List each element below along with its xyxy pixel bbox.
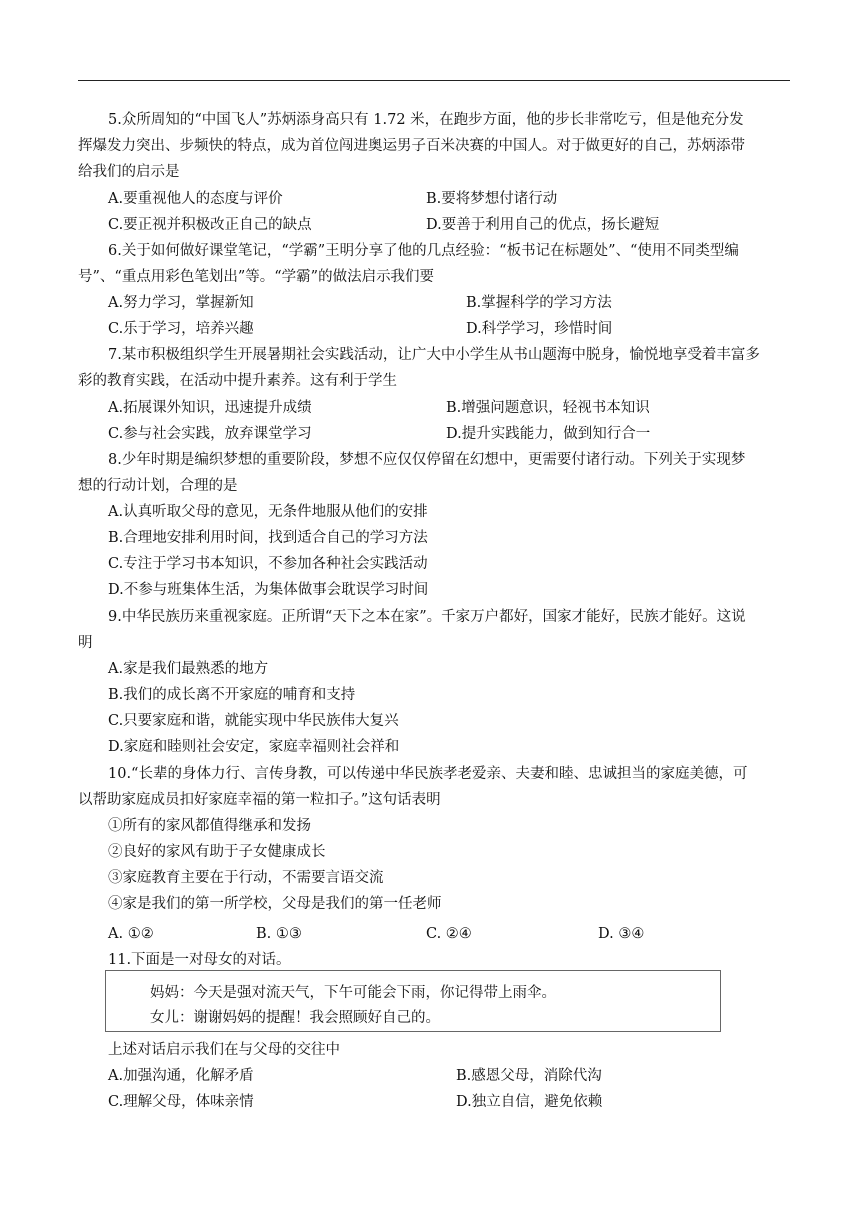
q6-stem-line-1: 6.关于如何做好课堂笔记，“学霸”王明分享了他的几点经验：“板书记在标题处”、“使用不同类型编: [108, 243, 739, 259]
q11-dialog-daughter: 女儿：谢谢妈妈的提醒！我会照顾好自己的。: [150, 1010, 440, 1026]
q8-option-b[interactable]: B.合理地安排利用时间，找到适合自己的学习方法: [108, 530, 428, 546]
q6-option-a[interactable]: A.努力学习，掌握新知: [108, 295, 254, 311]
q11-question: 上述对话启示我们在与父母的交往中: [108, 1042, 340, 1058]
q6-option-b[interactable]: B.掌握科学的学习方法: [466, 295, 612, 311]
q9-stem-line-1: 9.中华民族历来重视家庭。正所谓“天下之本在家”。千家万户都好，国家才能好，民族才能好。这说: [108, 609, 746, 625]
q10-statement-4: ④家是我们的第一所学校，父母是我们的第一任老师: [108, 896, 442, 912]
q7-option-b[interactable]: B.增强问题意识，轻视书本知识: [446, 400, 650, 416]
q9-option-c[interactable]: C.只要家庭和谐，就能实现中华民族伟大复兴: [108, 713, 399, 729]
q10-statement-2: ②良好的家风有助于子女健康成长: [108, 844, 326, 860]
q10-statement-1: ①所有的家风都值得继承和发扬: [108, 818, 311, 834]
q9-option-d[interactable]: D.家庭和睦则社会安定，家庭幸福则社会祥和: [108, 739, 400, 755]
q11-option-b[interactable]: B.感恩父母，消除代沟: [456, 1068, 602, 1084]
q7-stem-line-1: 7.某市积极组织学生开展暑期社会实践活动，让广大中小学生从书山题海中脱身，愉悦地享受着丰富多: [108, 347, 760, 363]
q10-option-c[interactable]: C. ②④: [426, 926, 472, 942]
q10-stem-line-1: 10.“长辈的身体力行、言传身教，可以传递中华民族孝老爱亲、夫妻和睦、忠诚担当的家庭美德，可: [108, 766, 748, 782]
q11-option-d[interactable]: D.独立自信，避免依赖: [456, 1094, 603, 1110]
q5-option-a[interactable]: A.要重视他人的态度与评价: [108, 191, 283, 207]
q5-option-d[interactable]: D.要善于利用自己的优点，扬长避短: [426, 217, 660, 233]
q8-option-c[interactable]: C.专注于学习书本知识，不参加各种社会实践活动: [108, 556, 428, 572]
q9-option-b[interactable]: B.我们的成长离不开家庭的哺育和支持: [108, 687, 356, 703]
q9-stem-line-2: 明: [78, 635, 93, 651]
q7-option-d[interactable]: D.提升实践能力，做到知行合一: [446, 426, 651, 442]
q7-option-a[interactable]: A.拓展课外知识，迅速提升成绩: [108, 400, 312, 416]
q10-option-b[interactable]: B. ①③: [256, 926, 302, 942]
q7-option-c[interactable]: C.参与社会实践，放弃课堂学习: [108, 426, 312, 442]
q10-stem-line-2: 以帮助家庭成员扣好家庭幸福的第一粒扣子。”这句话表明: [78, 792, 441, 808]
q6-option-c[interactable]: C.乐于学习，培养兴趣: [108, 321, 254, 337]
q10-statement-3: ③家庭教育主要在于行动，不需要言语交流: [108, 870, 384, 886]
q6-stem-line-2: 号”、“重点用彩色笔划出”等。“学霸”的做法启示我们要: [78, 269, 435, 285]
q11-option-c[interactable]: C.理解父母，体味亲情: [108, 1094, 254, 1110]
header-rule: [78, 80, 790, 81]
q8-stem-line-2: 想的行动计划，合理的是: [78, 478, 238, 494]
q10-option-d[interactable]: D. ③④: [598, 926, 645, 942]
q6-option-d[interactable]: D.科学学习，珍惜时间: [466, 321, 613, 337]
q5-stem-line-3: 给我们的启示是: [78, 164, 180, 180]
q11-dialog-mom: 妈妈：今天是强对流天气，下午可能会下雨，你记得带上雨伞。: [150, 985, 556, 1001]
q11-option-a[interactable]: A.加强沟通，化解矛盾: [108, 1068, 254, 1084]
q5-stem-line-2: 挥爆发力突出、步频快的特点，成为首位闯进奥运男子百米决赛的中国人。对于做更好的自己，苏炳添带: [78, 138, 745, 154]
q8-option-d[interactable]: D.不参与班集体生活，为集体做事会耽误学习时间: [108, 582, 429, 598]
q9-option-a[interactable]: A.家是我们最熟悉的地方: [108, 661, 269, 677]
q5-option-c[interactable]: C.要正视并积极改正自己的缺点: [108, 217, 312, 233]
q11-stem: 11.下面是一对母女的对话。: [108, 952, 291, 968]
q8-option-a[interactable]: A.认真听取父母的意见，无条件地服从他们的安排: [108, 504, 428, 520]
q5-option-b[interactable]: B.要将梦想付诸行动: [426, 191, 558, 207]
q7-stem-line-2: 彩的教育实践，在活动中提升素养。这有利于学生: [78, 373, 397, 389]
q8-stem-line-1: 8.少年时期是编织梦想的重要阶段，梦想不应仅仅停留在幻想中，更需要付诸行动。下列关于实现梦: [108, 452, 746, 468]
q10-option-a[interactable]: A. ①②: [108, 926, 154, 942]
q5-stem-line-1: 5.众所周知的“中国飞人”苏炳添身高只有 1.72 米，在跑步方面，他的步长非常吃亏，但是他充分发: [108, 112, 744, 128]
